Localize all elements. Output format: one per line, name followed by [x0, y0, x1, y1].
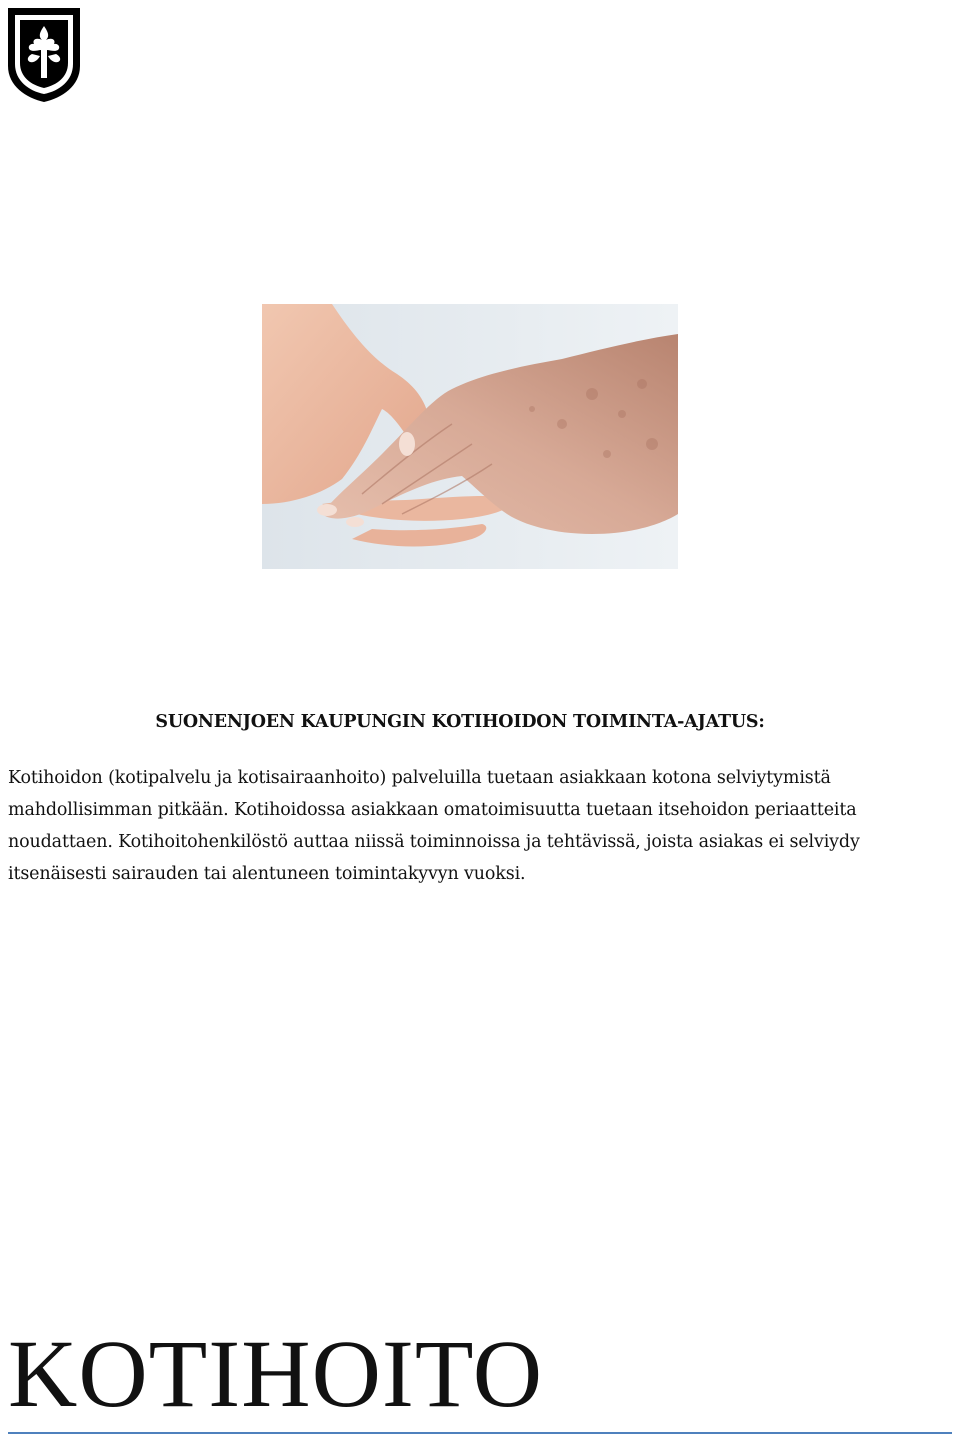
section-heading: SUONENJOEN KAUPUNGIN KOTIHOIDON TOIMINTA-AJATUS:: [155, 712, 765, 732]
title-underline: [8, 1432, 952, 1434]
cover-title: KOTIHOITO: [8, 1320, 544, 1427]
coat-of-arms-icon: [6, 6, 82, 104]
holding-hands-photo: [262, 304, 678, 569]
body-paragraph: Kotihoidon (kotipalvelu ja kotisairaanhoito) palveluilla tuetaan asiakkaan kotona selviytymistä mahdollisimman pitkään. Kotihoidossa asiakkaan omatoimisuutta tuetaan itsehoidon periaatteita noudattaen. Kotihoitohenkilöstö auttaa niissä toiminnoissa ja tehtävissä, joista asiakas ei selviydy itsenäisesti sairauden tai alentuneen toimintakyvyn vuoksi.: [8, 768, 860, 884]
